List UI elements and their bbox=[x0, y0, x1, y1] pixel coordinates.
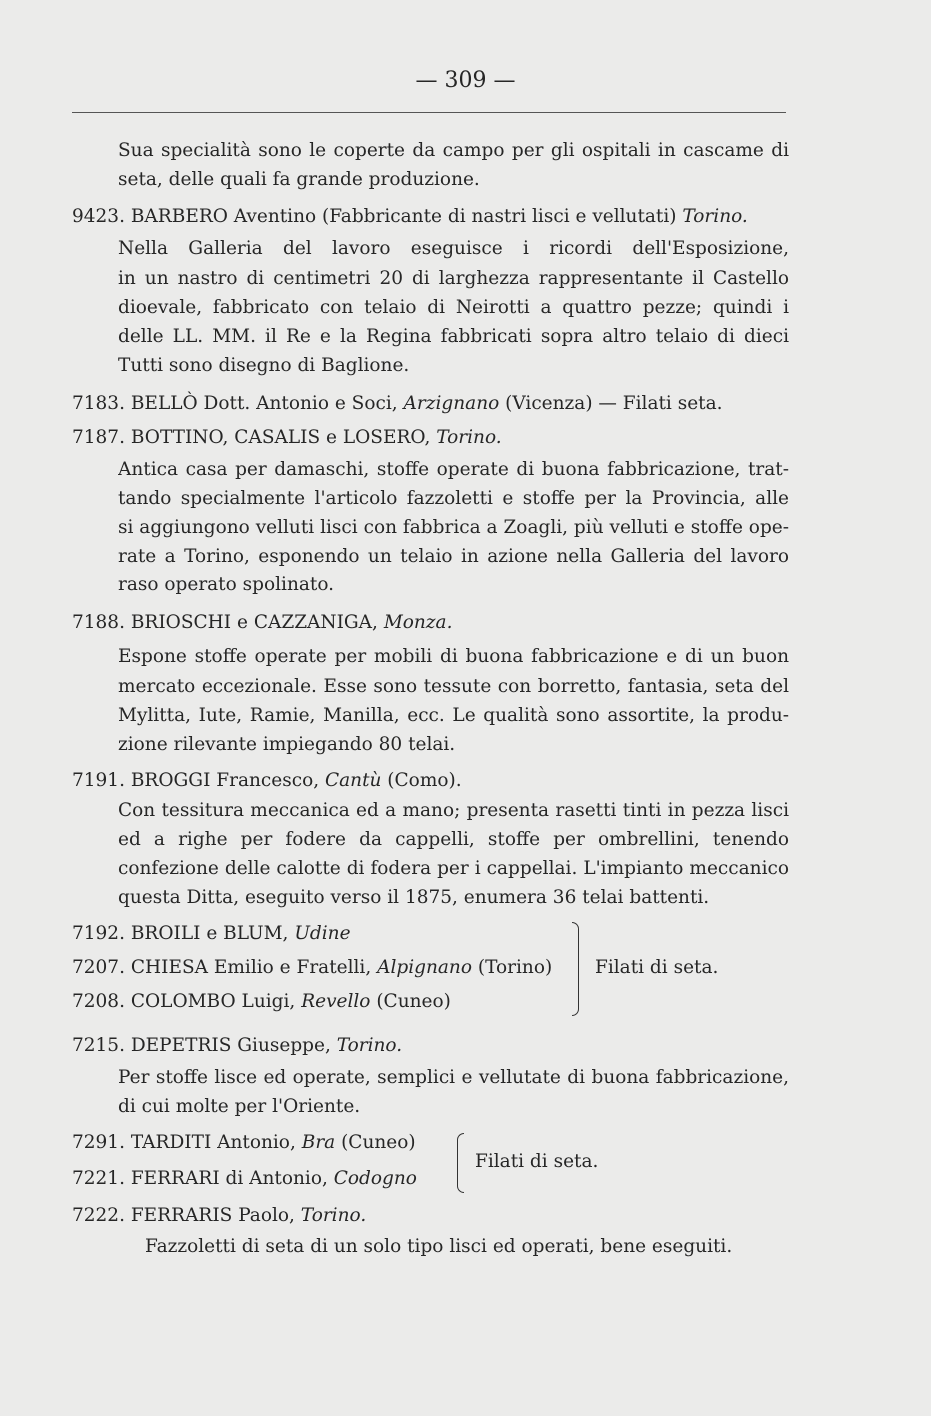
text-line: Fazzoletti di seta di un solo tipo lisci ed operati, bene eseguiti. bbox=[145, 1236, 733, 1257]
entry-name: 7188. BRIOSCHI e CAZZANIGA, bbox=[72, 612, 384, 633]
entry-name: 7192. BROILI e BLUM, bbox=[72, 923, 295, 944]
entry-heading bbox=[72, 1034, 402, 1058]
text-line: tando specialmente l'articolo fazzoletti e stoffe per la Provincia, alle bbox=[118, 488, 789, 509]
text-line: seta, delle quali fa grande produzione. bbox=[118, 169, 480, 190]
brace-note: Filati di seta. bbox=[595, 957, 719, 978]
text-line: Mylitta, Iute, Ramie, Manilla, ecc. Le qualità sono assortite, la produ- bbox=[118, 705, 789, 726]
entry-city: Alpignano bbox=[377, 957, 472, 978]
entry-heading bbox=[72, 392, 723, 416]
text-line: Espone stoffe operate per mobili di buona fabbricazione e di un buon bbox=[118, 646, 789, 667]
text-line: ed a righe per fodere da cappelli, stoffe per ombrellini, tenendo bbox=[118, 829, 789, 850]
text-line: Per stoffe lisce ed operate, semplici e vellutate di buona fabbricazione, bbox=[118, 1067, 789, 1088]
entry-name: 7208. COLOMBO Luigi, bbox=[72, 991, 302, 1012]
text-line: dioevale, fabbricato con telaio di Neirotti a quattro pezze; quindi i bbox=[118, 297, 789, 318]
group-brace bbox=[572, 922, 579, 1016]
entry-name: 7183. BELLÒ Dott. Antonio e Soci, bbox=[72, 393, 404, 414]
text-line: confezione delle calotte di fodera per i cappellai. L'impianto meccanico bbox=[118, 858, 789, 879]
text-line: si aggiungono velluti lisci con fabbrica a Zoagli, più velluti e stoffe ope- bbox=[118, 517, 789, 538]
entry-name: 7222. FERRARIS Paolo, bbox=[72, 1205, 301, 1226]
brace-note: Filati di seta. bbox=[475, 1151, 599, 1172]
entry-heading bbox=[72, 769, 462, 793]
entry-heading bbox=[72, 426, 502, 450]
text-line: Con tessitura meccanica ed a mano; presenta rasetti tinti in pezza lisci bbox=[118, 800, 789, 821]
entry-city: Torino. bbox=[300, 1205, 367, 1226]
page-number: — 309 — bbox=[415, 68, 516, 93]
entry-detail: (Cuneo) bbox=[370, 991, 451, 1012]
text-line: delle LL. MM. il Re e la Regina fabbricati sopra altro telaio di dieci bbox=[118, 326, 789, 347]
entry-name: 7187. BOTTINO, CASALIS e LOSERO, bbox=[72, 427, 437, 448]
text-line: mercato eccezionale. Esse sono tessute con borretto, fantasia, seta del bbox=[118, 676, 789, 697]
entry-name: 7291. TARDITI Antonio, bbox=[72, 1132, 302, 1153]
text-line: in un nastro di centimetri 20 di larghezza rappresentante il Castello bbox=[118, 268, 789, 289]
text-line: Tutti sono disegno di Baglione. bbox=[118, 355, 410, 376]
entry-detail: (Vicenza) — Filati seta. bbox=[499, 393, 723, 414]
entry-city: Cantù bbox=[324, 770, 382, 791]
entry-city: Torino. bbox=[336, 1035, 403, 1056]
group-brace bbox=[457, 1133, 464, 1193]
entry-heading bbox=[72, 1131, 416, 1155]
entry-city: Revello bbox=[301, 991, 371, 1012]
text-line: questa Ditta, eseguito verso il 1875, enumera 36 telai battenti. bbox=[118, 887, 710, 908]
text-line: rate a Torino, esponendo un telaio in azione nella Galleria del lavoro bbox=[118, 546, 789, 567]
entry-name: 7207. CHIESA Emilio e Fratelli, bbox=[72, 957, 378, 978]
entry-heading bbox=[72, 611, 452, 635]
entry-detail: (Cuneo) bbox=[335, 1132, 416, 1153]
text-line: Sua specialità sono le coperte da campo per gli ospitali in cascame di bbox=[118, 140, 789, 161]
entry-name: 7191. BROGGI Francesco, bbox=[72, 770, 325, 791]
entry-heading bbox=[72, 1167, 417, 1191]
entry-city: Udine bbox=[294, 923, 351, 944]
entry-heading bbox=[72, 922, 351, 946]
entry-detail: (Como). bbox=[381, 770, 462, 791]
text-line: di cui molte per l'Oriente. bbox=[118, 1096, 361, 1117]
entry-detail: (Torino) bbox=[472, 957, 553, 978]
text-line: Antica casa per damaschi, stoffe operate di buona fabbricazione, trat- bbox=[118, 459, 789, 480]
text-line: zione rilevante impiegando 80 telai. bbox=[118, 734, 456, 755]
entry-city: Arzignano bbox=[403, 393, 500, 414]
entry-heading bbox=[72, 1204, 366, 1228]
entry-name: 7221. FERRARI di Antonio, bbox=[72, 1168, 334, 1189]
entry-heading bbox=[72, 956, 552, 980]
text-line: Nella Galleria del lavoro eseguisce i ricordi dell'Esposizione, bbox=[118, 238, 789, 259]
entry-heading bbox=[72, 990, 451, 1014]
entry-heading bbox=[72, 205, 748, 229]
entry-city: Codogno bbox=[333, 1168, 417, 1189]
entry-city: Monza. bbox=[383, 612, 453, 633]
entry-city: Torino. bbox=[436, 427, 502, 448]
entry-city: Bra bbox=[301, 1132, 336, 1153]
text-line: raso operato spolinato. bbox=[118, 574, 335, 595]
entry-name: 9423. BARBERO Aventino (Fabbricante di nastri lisci e vellutati) bbox=[72, 206, 683, 227]
entry-name: 7215. DEPETRIS Giuseppe, bbox=[72, 1035, 337, 1056]
header-rule bbox=[72, 112, 786, 113]
entry-city: Torino. bbox=[682, 206, 748, 227]
